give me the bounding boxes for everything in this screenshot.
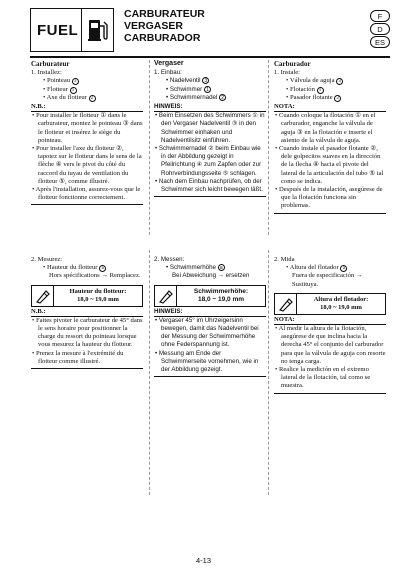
spec-value: 18,0 ~ 19,0 mm	[197, 295, 245, 303]
spec-out: Fuera de especificación → Sustituya.	[292, 272, 363, 288]
spec-box	[31, 285, 143, 307]
step-1: 1. Instale:	[274, 69, 301, 77]
french-column-bottom	[31, 256, 143, 369]
spec-body	[297, 294, 385, 314]
note-item: • Pour installer l'axe du flotteur ②, tapotez sur le flotteur dans le sens de la flèche ④ vers le pivot du côté du raccord du tuyau de ventilation du flotteur ⑤, comme illustré.	[32, 145, 142, 185]
nb-label: NOTA:	[274, 316, 386, 325]
spanish-column-bottom	[274, 256, 386, 394]
badge-f: F	[370, 10, 390, 22]
badge-d: D	[370, 23, 390, 35]
german-column-bottom	[154, 256, 266, 377]
note-block	[31, 112, 143, 205]
page-header	[30, 8, 390, 54]
title-fr: CARBURATEUR	[124, 8, 205, 20]
note-item: • Cuando coloque la flotación ① en el carburador, enganche la válvula de aguja ③ en la flotación e inserte el asiento de la válvula de aguja.	[275, 112, 376, 144]
list-item: • Flotteur 1	[43, 86, 143, 94]
spec-out: Hors spécifications → Remplacez.	[49, 272, 141, 280]
note-item: • Cuando instale el pasador flotante ②, dele golpecitos suaves en la dirección de la flecha ④ hacia el pivote del lateral de la articulación del tubo ⑤ tal como se indica.	[275, 145, 384, 185]
caliper-icon	[32, 286, 54, 306]
caliper-icon	[155, 286, 177, 306]
column-separator	[268, 60, 269, 235]
step-2: 2. Messen:	[154, 256, 185, 263]
list-item: • Pointeau 3	[43, 77, 143, 85]
note-item: • Nach dem Einbau nachprüfen, ob der Schwimmer sich leicht bewegen läßt.	[155, 177, 263, 194]
list-item: • Schwimmer 1	[166, 86, 266, 94]
note-block	[154, 112, 266, 197]
spec-label: Schwimmerhöhe:	[193, 287, 249, 295]
column-separator	[149, 60, 150, 235]
col-title: Carburateur	[31, 60, 70, 68]
note-item: • Beim Einsetzen des Schwimmers ① in den Vergaser Nadelventil ③ in den Schwimmer einhaken und Nadelventilsitz einführen.	[155, 112, 265, 144]
spec-label: Hauteur du flotteur:	[69, 287, 127, 295]
list-item: • Flotación 1	[286, 86, 386, 94]
list-item: • Nadelventil 3	[166, 77, 266, 85]
nb-label: HINWEIS:	[154, 103, 266, 112]
note-item: • Schwimmernadel ② beim Einbau wie in der Abbildung gezeigt in Pfeilrichtung ④ zum Zapfen oder zur Rohrverbindungsseite ⑤ schlagen.	[155, 145, 262, 177]
col-title: Carburador	[274, 60, 311, 68]
step-1: 1. Installez:	[31, 69, 62, 77]
spec-box	[274, 293, 386, 315]
header-rule	[30, 56, 390, 58]
note-item: • Faites pivoter le carburateur de 45° dans le sens horaire pour positionner la charge du ressort du pointeau lorsque vous mesurez la hauteur du flotteur.	[32, 316, 143, 349]
note-block	[274, 112, 386, 213]
measure-item: • Altura del flotador a	[274, 264, 386, 272]
nb-label: N.B.:	[31, 308, 143, 317]
note-item: • Pour installer le flotteur ① dans le carburateur, montez le pointeau ③ dans le flotteur et insérez le siège du pointeau.	[32, 112, 143, 144]
page-number: 4-13	[196, 556, 212, 565]
title-de: VERGASER	[124, 20, 183, 32]
note-item: • Après l'installation, assurez-vous que le flotteur fonctionne correctement.	[32, 186, 141, 202]
french-column-top	[31, 60, 143, 205]
column-separator	[268, 250, 269, 495]
column-separator	[149, 250, 150, 495]
spec-value: 18,0 ~ 19,0 mm	[77, 295, 119, 303]
list-item: • Válvula de aguja 3	[286, 77, 386, 85]
col-title: Vergaser	[154, 60, 184, 67]
spec-box	[154, 285, 266, 307]
language-badges	[370, 10, 390, 48]
list-item: • Axe du flotteur 2	[43, 94, 143, 102]
nb-label: NOTA:	[274, 103, 386, 112]
list-item: • Schwimmernadel 2	[166, 94, 266, 102]
nb-label: N.B.:	[31, 103, 143, 112]
note-item: • Messung am Ende der Schwimmerseite vornehmen, wie in der Abbildung gezeigt.	[155, 349, 259, 374]
spanish-column-top	[274, 60, 386, 214]
part-list	[274, 77, 386, 102]
fuel-section-box	[30, 8, 114, 52]
note-item: • Vergaser 45° im Uhrzeigersinn bewegen, damit das Nadelventil bei der Messung der Schwimmerhöhe ohne Federspannung ist.	[155, 316, 259, 349]
step-2: 2. Mesurez:	[31, 256, 63, 263]
caliper-icon	[275, 294, 297, 314]
list-item: • Pasador flotante 2	[286, 94, 386, 102]
spec-out: Bei Abweichung → ersetzen	[172, 272, 250, 280]
title-es: CARBURADOR	[124, 32, 201, 44]
note-block	[31, 317, 143, 369]
nb-label: HINWEIS:	[154, 308, 266, 317]
note-item: • Después de la instalación, asegúrese de que la flotación funciona sin problemas.	[275, 186, 383, 210]
spec-body	[54, 286, 142, 306]
note-block	[154, 317, 266, 377]
step-2: 2. Mida	[274, 256, 295, 263]
note-item: • Al medir la altura de la flotación, asegúrese de que inclina hacia la derecha 45° el conjunto del carburador para que la válvula de aguja con resorte no tenga carga.	[275, 325, 386, 365]
measure-item: • Hauteur du flotteur a	[31, 264, 143, 272]
step-1: 1. Einbau:	[154, 69, 182, 77]
german-column-top	[154, 60, 266, 197]
note-item: • Realice la medición en el extremo lateral de la flotación, tal como se muestra.	[275, 366, 371, 390]
measure-item: • Schwimmerhöhe a	[154, 264, 266, 272]
section-titles	[124, 8, 205, 44]
fuel-pump-icon	[81, 8, 109, 52]
spec-label: Altura del flotador:	[313, 295, 369, 303]
fuel-label: FUEL	[37, 21, 79, 39]
spec-value: 18,0 ~ 19,0 mm	[320, 303, 362, 311]
part-list	[154, 77, 266, 102]
spec-body	[177, 286, 265, 306]
part-list	[31, 77, 143, 102]
note-block	[274, 325, 386, 394]
note-item: • Prenez la mesure à l'extrémité du flotteur comme illustré.	[32, 349, 124, 365]
badge-es: ES	[370, 36, 390, 48]
